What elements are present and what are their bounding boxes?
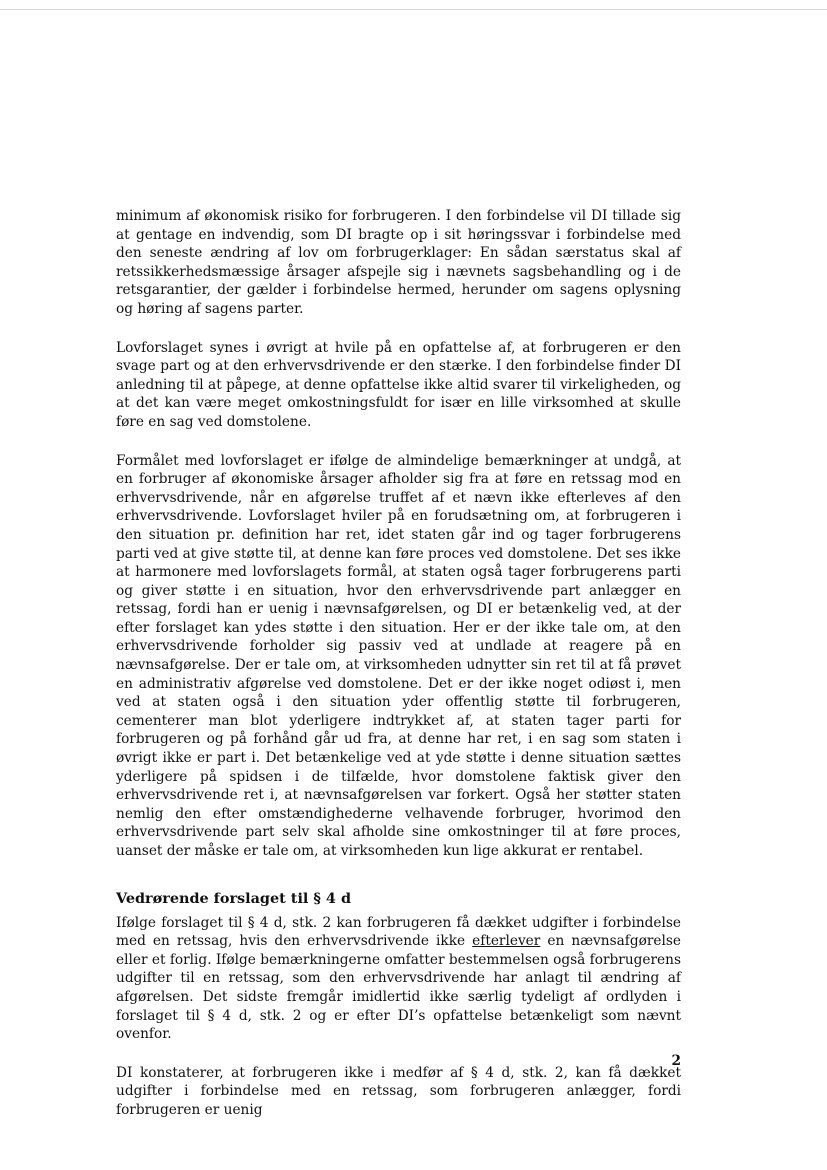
paragraph-section-4d bbox=[116, 914, 681, 1044]
text-before-underline: Ifølge forslaget til § 4 d, stk. 2 kan forbrugeren få dækket udgifter i forbindelse med en retssag, hvis den erhvervsdrivende ikke bbox=[116, 914, 681, 950]
paragraph-di-notes: DI konstaterer, at forbrugeren ikke i medfør af § 4 d, stk. 2, kan få dækket udgifter i forbindelse med en retssag, som forbrugeren anlægger, fordi forbrugeren er uenig bbox=[116, 1064, 681, 1118]
underlined-word: efterlever bbox=[472, 933, 541, 950]
paragraph-weak-party: Lovforslaget synes i øvrigt at hvile på en opfattelse af, at forbrugeren er den svage part og at den erhvervsdrivende er den stærke. I den forbindelse finder DI anledning til at påpege, at denne opfattelse ikke altid svarer til virkeligheden, og at det kan være meget omkostningsfuldt for især en lille virksomhed at skulle føre en sag ved domstolene. bbox=[116, 339, 681, 430]
document-body bbox=[116, 207, 681, 1140]
page-number: 2 bbox=[671, 1053, 681, 1069]
paragraph-risk: minimum af økonomisk risiko for forbrugeren. I den forbindelse vil DI tillade sig at gentage en indvendig, som DI bragte op i sit høringssvar i forbindelse med den seneste ændring af lov om forbrugerklager: En sådan særstatus skal af retssikkerhedsmæssige årsager afspejle sig i nævnets sagsbehandling og i de retsgarantier, der gælder i forbindelse hermed, herunder om sagens oplysning og høring af sagens parter. bbox=[116, 208, 681, 317]
paragraph-purpose: Formålet med lovforslaget er ifølge de almindelige bemærkninger at undgå, at en forbruger af økonomiske årsager afholder sig fra at føre en retssag mod en erhvervsdrivende, når en afgørelse truffet af et nævn ikke efterleves af den erhvervsdrivende. Lovforslaget hviler på en forudsætning om, at forbrugeren i den situation pr. definition har ret, idet staten går ind og tager forbrugerens parti ved at give støtte til, at denne kan føre proces ved domstolene. Det ses ikke at harmonere med lovforslagets formål, at staten også tager forbrugerens parti og giver støtte i en situation, hvor den erhvervsdrivende part anlægger en retssag, fordi han er uenig i nævnsafgørelsen, og DI er betænkelig ved, at der efter forslaget kan ydes støtte i den situation. Her er der ikke tale om, at den erhvervsdrivende forholder sig passiv ved at undlade at reagere på en nævnsafgørelse. Der er tale om, at virksomheden udnytter sin ret til at få prøvet en administrativ afgørelse ved domstolene. Det er der ikke noget odiøst i, men ved at staten også i den situation yder offentlig støtte til forbrugeren, cementerer man blot yderligere indtrykket af, at staten tager parti for forbrugeren og på forhånd går ud fra, at denne har ret, i en sag som staten i øvrigt ikke er part i. Det betænkelige ved at yde støtte i denne situation sættes yderligere på spidsen i de tilfælde, hvor domstolene faktisk giver den erhvervsdrivende ret i, at nævnsafgørelsen var forkert. Også her støtter staten nemlig den efter omstændighederne velhavende forbruger, hvorimod den erhvervsdrivende part selv skal afholde sine omkostninger til at føre proces, uanset der måske er tale om, at virksomheden kun lige akkurat er rentabel. bbox=[116, 452, 681, 859]
section-heading: Vedrørende forslaget til § 4 d bbox=[116, 889, 352, 907]
page-top-edge bbox=[0, 9, 827, 10]
text-after-underline: en nævnsafgørelse eller et forlig. Ifølge bemærkningerne omfatter bestemmelsen også forbrugerens udgifter til en retssag, som den erhvervsdrivende har anlagt til ændring af afgørelsen. Det sidste fremgår imidlertid ikke særlig tydeligt af ordlyden i forslaget til § 4 d, stk. 2 og er efter DI’s opfattelse betænkeligt som nævnt ovenfor. bbox=[116, 933, 681, 1043]
